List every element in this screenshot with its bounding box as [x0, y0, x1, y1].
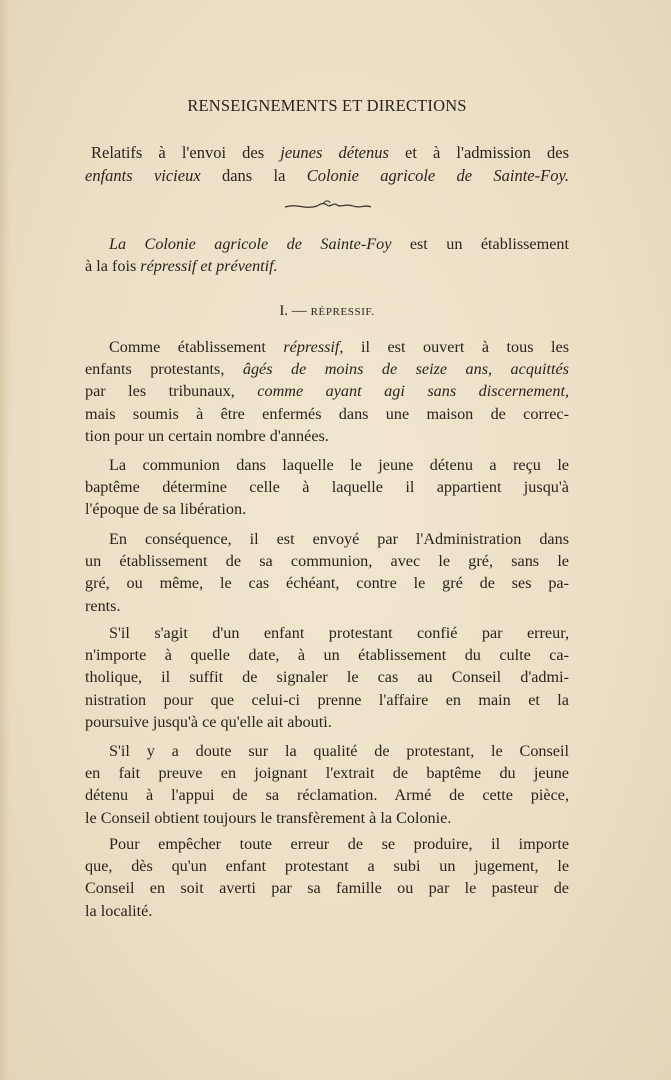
page-title: RENSEIGNEMENTS ET DIRECTIONS [187, 96, 467, 115]
paragraph-line: un établissement de sa communion, avec le gré, sans le [85, 552, 569, 571]
intro-line: La Colonie agricole de Sainte-Foy est un établissement [109, 235, 569, 253]
paragraph-line: détenu à l'appui de sa réclamation. Armé de cette pièce, [85, 786, 569, 805]
subtitle-line-2: enfants vicieux dans la Colonie agricole de Sainte-Foy. [85, 166, 569, 185]
paragraph-line: gré, ou même, le cas échéant, contre le gré de ses pa- [85, 574, 569, 593]
paragraph-line: tion pour un certain nombre d'années. [85, 426, 329, 445]
paragraph-line: S'il s'agit d'un enfant protestant confié par erreur, [109, 624, 569, 642]
intro-line: à la fois répressif et préventif. [85, 257, 278, 276]
paragraph-line: La communion dans laquelle le jeune détenu a reçu le [109, 456, 569, 474]
paragraph-line: S'il y a doute sur la qualité de protestant, le Conseil [109, 742, 569, 760]
paragraph-line: enfants protestants, âgés de moins de seize ans, acquittés [85, 360, 569, 379]
paragraph-line: Conseil en soit averti par sa famille ou par le pasteur de [85, 879, 569, 898]
paragraph-line: par les tribunaux, comme ayant agi sans discernement, [85, 382, 569, 401]
paragraph-2 [85, 454, 569, 521]
paragraph-line: poursuive jusqu'à ce qu'elle ait abouti. [85, 712, 332, 731]
paragraph-6 [85, 833, 569, 922]
paragraph-line: le Conseil obtient toujours le transfèrement à la Colonie. [85, 808, 452, 827]
paragraph-line: la localité. [85, 901, 153, 920]
page-edge-shadow [0, 0, 10, 1080]
page-subtitle [85, 141, 569, 187]
section-heading: I. — RÉPRESSIF. [279, 303, 375, 319]
paragraph-line: que, dès qu'un enfant protestant a subi un jugement, le [85, 857, 569, 876]
paragraph-line: En conséquence, il est envoyé par l'Administration dans [109, 530, 569, 548]
paragraph-5 [85, 740, 569, 829]
paragraph-3 [85, 528, 569, 617]
paragraph-line: baptême détermine celle à laquelle il appartient jusqu'à [85, 478, 569, 497]
paragraph-line: l'époque de sa libération. [85, 500, 247, 519]
paragraph-4 [85, 622, 569, 733]
paragraph-line: rents. [85, 596, 121, 615]
paragraph-line: n'importe à quelle date, à un établissement du culte ca- [85, 646, 569, 665]
paragraph-line: mais soumis à être enfermés dans une maison de correc- [85, 404, 569, 423]
subtitle-line-1: Relatifs à l'envoi des jeunes détenus et à l'admission des [91, 143, 569, 162]
ornament-divider-icon [283, 199, 373, 213]
paragraph-line: Pour empêcher toute erreur de se produire, il importe [109, 835, 569, 853]
paragraph-line: nistration pour que celui-ci prenne l'affaire en main et la [85, 690, 569, 709]
paragraph-line: en fait preuve en joignant l'extrait de baptême du jeune [85, 764, 569, 783]
paragraph-1 [85, 336, 569, 447]
paragraph-line: Comme établissement répressif, il est ouvert à tous les [109, 338, 569, 356]
paragraph-line: tholique, il suffit de signaler le cas au Conseil d'admi- [85, 668, 569, 687]
intro-paragraph [85, 233, 569, 277]
